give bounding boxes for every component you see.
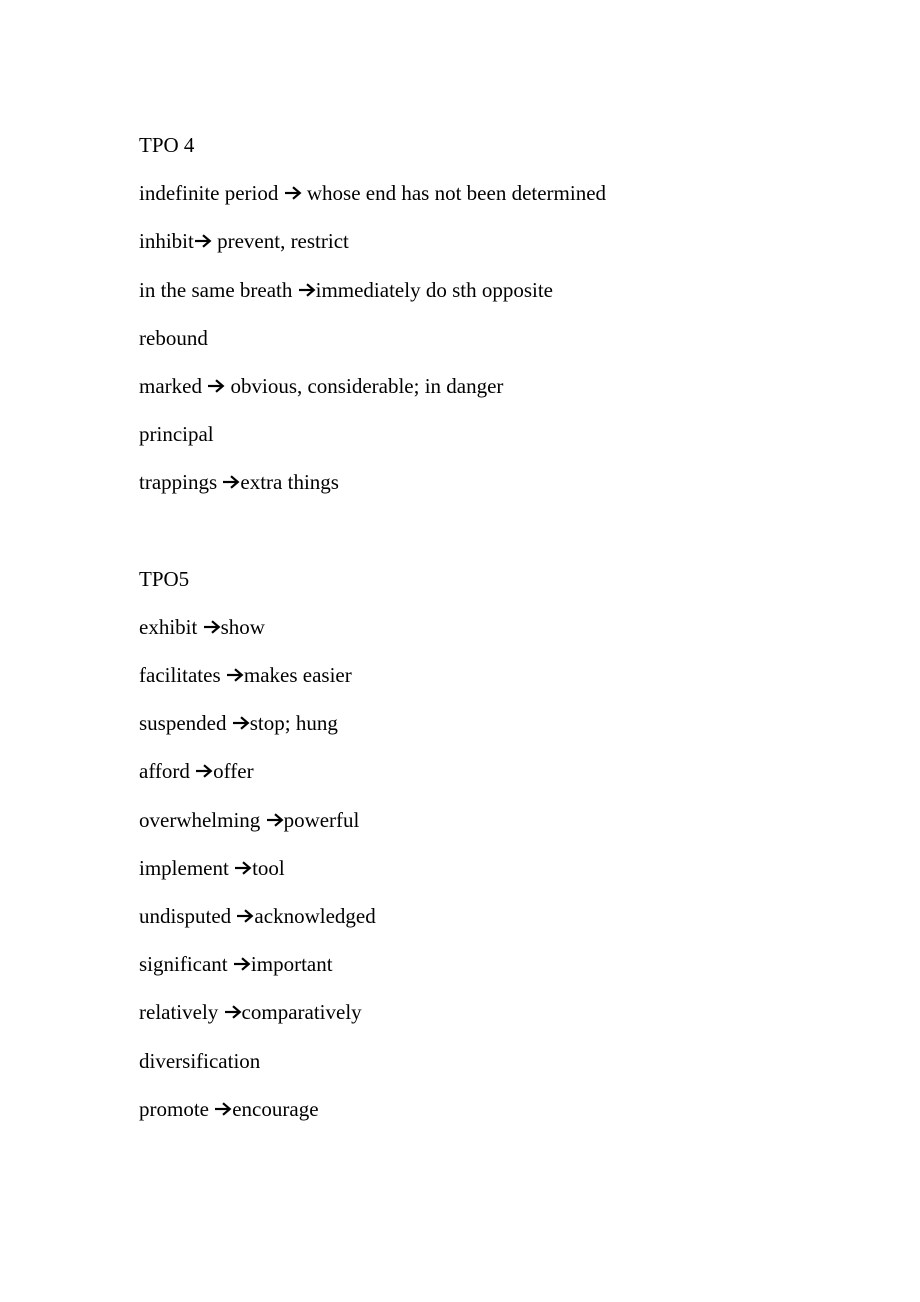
vocab-definition: whose end has not been determined: [306, 181, 607, 206]
right-arrow-icon: [266, 813, 284, 827]
vocab-definition: powerful: [283, 807, 360, 832]
vocab-entry: [139, 458, 839, 506]
right-arrow-icon: [207, 379, 225, 393]
vocab-entry: [139, 651, 839, 699]
vocab-term: marked: [139, 373, 202, 398]
vocab-definition: extra things: [240, 470, 339, 495]
vocab-term: diversification: [139, 1048, 261, 1073]
vocab-term: in the same breath: [139, 277, 293, 302]
right-arrow-icon: [224, 1005, 242, 1019]
vocab-definition: comparatively: [241, 1000, 362, 1025]
vocab-definition: immediately do sth opposite: [315, 277, 553, 302]
vocab-definition: encourage: [232, 1096, 319, 1121]
right-arrow-icon: [233, 957, 251, 971]
vocab-entry: [139, 796, 839, 844]
vocab-definition: offer: [213, 759, 254, 784]
vocab-term: indefinite period: [139, 181, 279, 206]
vocab-entry: [139, 844, 839, 892]
vocab-term: significant: [139, 952, 228, 977]
right-arrow-icon: [234, 861, 252, 875]
vocab-term: overwhelming: [139, 807, 261, 832]
right-arrow-icon: [222, 475, 240, 489]
vocab-term: rebound: [139, 325, 208, 350]
vocab-entry: [139, 747, 839, 795]
vocab-definition: tool: [252, 855, 285, 880]
vocab-term: exhibit: [139, 614, 198, 639]
vocab-term: trappings: [139, 470, 218, 495]
vocab-entry: [139, 410, 839, 458]
right-arrow-icon: [298, 283, 316, 297]
vocab-term: facilitates: [139, 663, 221, 688]
vocab-entry: [139, 1037, 839, 1085]
right-arrow-icon: [236, 909, 254, 923]
vocab-entry: [139, 988, 839, 1036]
vocab-definition: stop; hung: [249, 711, 338, 736]
vocab-term: principal: [139, 422, 214, 447]
vocab-definition: acknowledged: [254, 904, 376, 928]
vocab-entry: [139, 169, 839, 217]
vocab-entry: [139, 603, 839, 651]
vocab-definition: makes easier: [243, 663, 352, 688]
right-arrow-icon: [194, 234, 212, 248]
vocab-entry: [139, 314, 839, 362]
vocab-entry: [139, 1085, 839, 1133]
vocab-term: promote: [139, 1096, 209, 1121]
vocab-definition: show: [220, 614, 265, 639]
right-arrow-icon: [232, 716, 250, 730]
right-arrow-icon: [203, 620, 221, 634]
right-arrow-icon: [284, 186, 302, 200]
vocabulary-list: [139, 121, 839, 1133]
vocab-entry: [139, 266, 839, 314]
vocab-term: undisputed: [139, 904, 232, 928]
vocab-entry: [139, 892, 839, 940]
right-arrow-icon: [226, 668, 244, 682]
vocab-term: suspended: [139, 711, 227, 736]
vocab-definition: prevent, restrict: [217, 229, 349, 254]
section-heading: TPO5: [139, 566, 190, 591]
vocab-entry: [139, 940, 839, 988]
vocab-term: inhibit: [139, 229, 194, 254]
blank-line: [139, 507, 839, 555]
section-heading: TPO 4: [139, 133, 195, 157]
vocab-entry: [139, 217, 839, 265]
right-arrow-icon: [195, 764, 213, 778]
vocab-definition: obvious, considerable; in danger: [230, 373, 504, 398]
right-arrow-icon: [214, 1102, 232, 1116]
vocab-entry: [139, 699, 839, 747]
vocab-term: afford: [139, 759, 190, 784]
vocab-definition: important: [250, 952, 333, 977]
vocab-entry: [139, 362, 839, 410]
vocab-term: relatively: [139, 1000, 219, 1025]
vocab-term: implement: [139, 855, 229, 880]
